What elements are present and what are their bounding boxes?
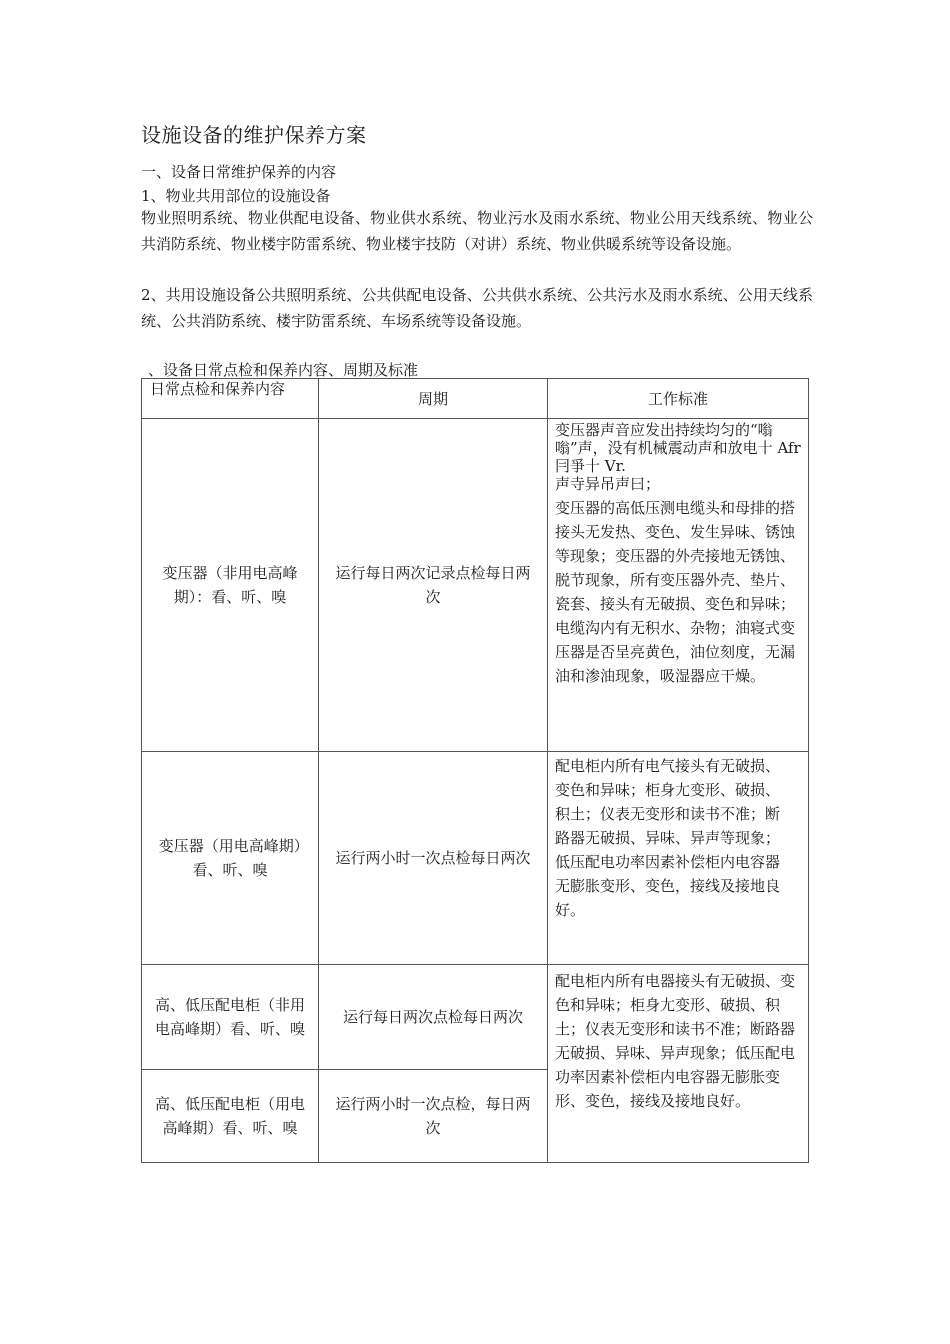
section2-heading: 、设备日常点检和保养内容、周期及标准 <box>148 361 419 379</box>
row-item: 高、低压配电柜（非用电高峰期）看、听、嗅 <box>142 965 319 1070</box>
table-row <box>142 965 809 1070</box>
row-period: 运行两小时一次点检每日两次 <box>319 752 548 965</box>
document-title: 设施设备的维护保养方案 <box>141 123 367 147</box>
row-standard: 配电柜内所有电器接头有无破损、变色和异味；柜身尢变形、破损、积土；仪表无变形和读书不准；断路器无破损、异味、异声现象；低压配电功率因素补偿柜内电容器无膨胀变形、变色，接线及接地良好。 <box>548 965 809 1163</box>
row-item: 变压器（非用电高峰期）：看、听、嗅 <box>142 419 319 752</box>
standard-text: 变压器声音应发出持续均匀的“嗡嗡”声，没有机械震动声和放电十 Afr 冃爭十 Vr. <box>555 421 801 475</box>
table-row <box>142 419 809 752</box>
header-standard: 工作标准 <box>548 379 809 419</box>
standard-text-garbled: 声寺异吊声曰； <box>555 475 661 493</box>
row-period: 运行两小时一次点检，每日两次 <box>319 1070 548 1163</box>
table-header-row <box>142 379 809 419</box>
item1-heading: 1、物业共用部位的设施设备 <box>141 187 331 205</box>
row-standard: 配电柜内所有电气接头有无破损、变色和异味；柜身尢变形、破损、积土；仪表无变形和读书不准；断路器无破损、异味、异声等现象；低压配电功率因素补偿柜内电容器无膨胀变形、变色，接线及接地良好。 <box>548 752 809 965</box>
item1-body: 物业照明系统、物业供配电设备、物业供水系统、物业污水及雨水系统、物业公用天线系统、物业公共消防系统、物业楼宇防雷系统、物业楼宇技防（对讲）系统、物业供暖系统等设备设施。 <box>141 209 813 253</box>
header-item: 日常点检和保养内容 <box>142 379 319 419</box>
maintenance-table <box>141 378 809 1163</box>
header-period: 周期 <box>319 379 548 419</box>
row-period: 运行每日两次点检每日两次 <box>319 965 548 1070</box>
standard-text: 变压器的高低压测电缆头和母排的搭接头无发热、变色、发生异味、锈蚀等现象；变压器的外壳接地无锈蚀、脱节现象，所有变压器外壳、垫片、瓷套、接头有无破损、变色和异味；电缆沟内有无积水、杂物；油寝式变压器是否呈亮黄色，油位刻度，无漏油和渗油现象，吸湿器应干燥。 <box>555 499 796 685</box>
table-row <box>142 752 809 965</box>
row-period: 运行每日两次记录点检每日两次 <box>319 419 548 752</box>
row-item: 高、低压配电柜（用电高峰期）看、听、嗅 <box>142 1070 319 1163</box>
row-item: 变压器（用电高峰期）看、听、嗅 <box>142 752 319 965</box>
row-standard <box>548 419 809 752</box>
item2-body: 2、共用设施设备公共照明系统、公共供配电设备、公共供水系统、公共污水及雨水系统、公用天线系统、公共消防系统、楼宇防雷系统、车场系统等设备设施。 <box>141 286 813 330</box>
section1-heading: 一、设备日常维护保养的内容 <box>141 163 337 181</box>
